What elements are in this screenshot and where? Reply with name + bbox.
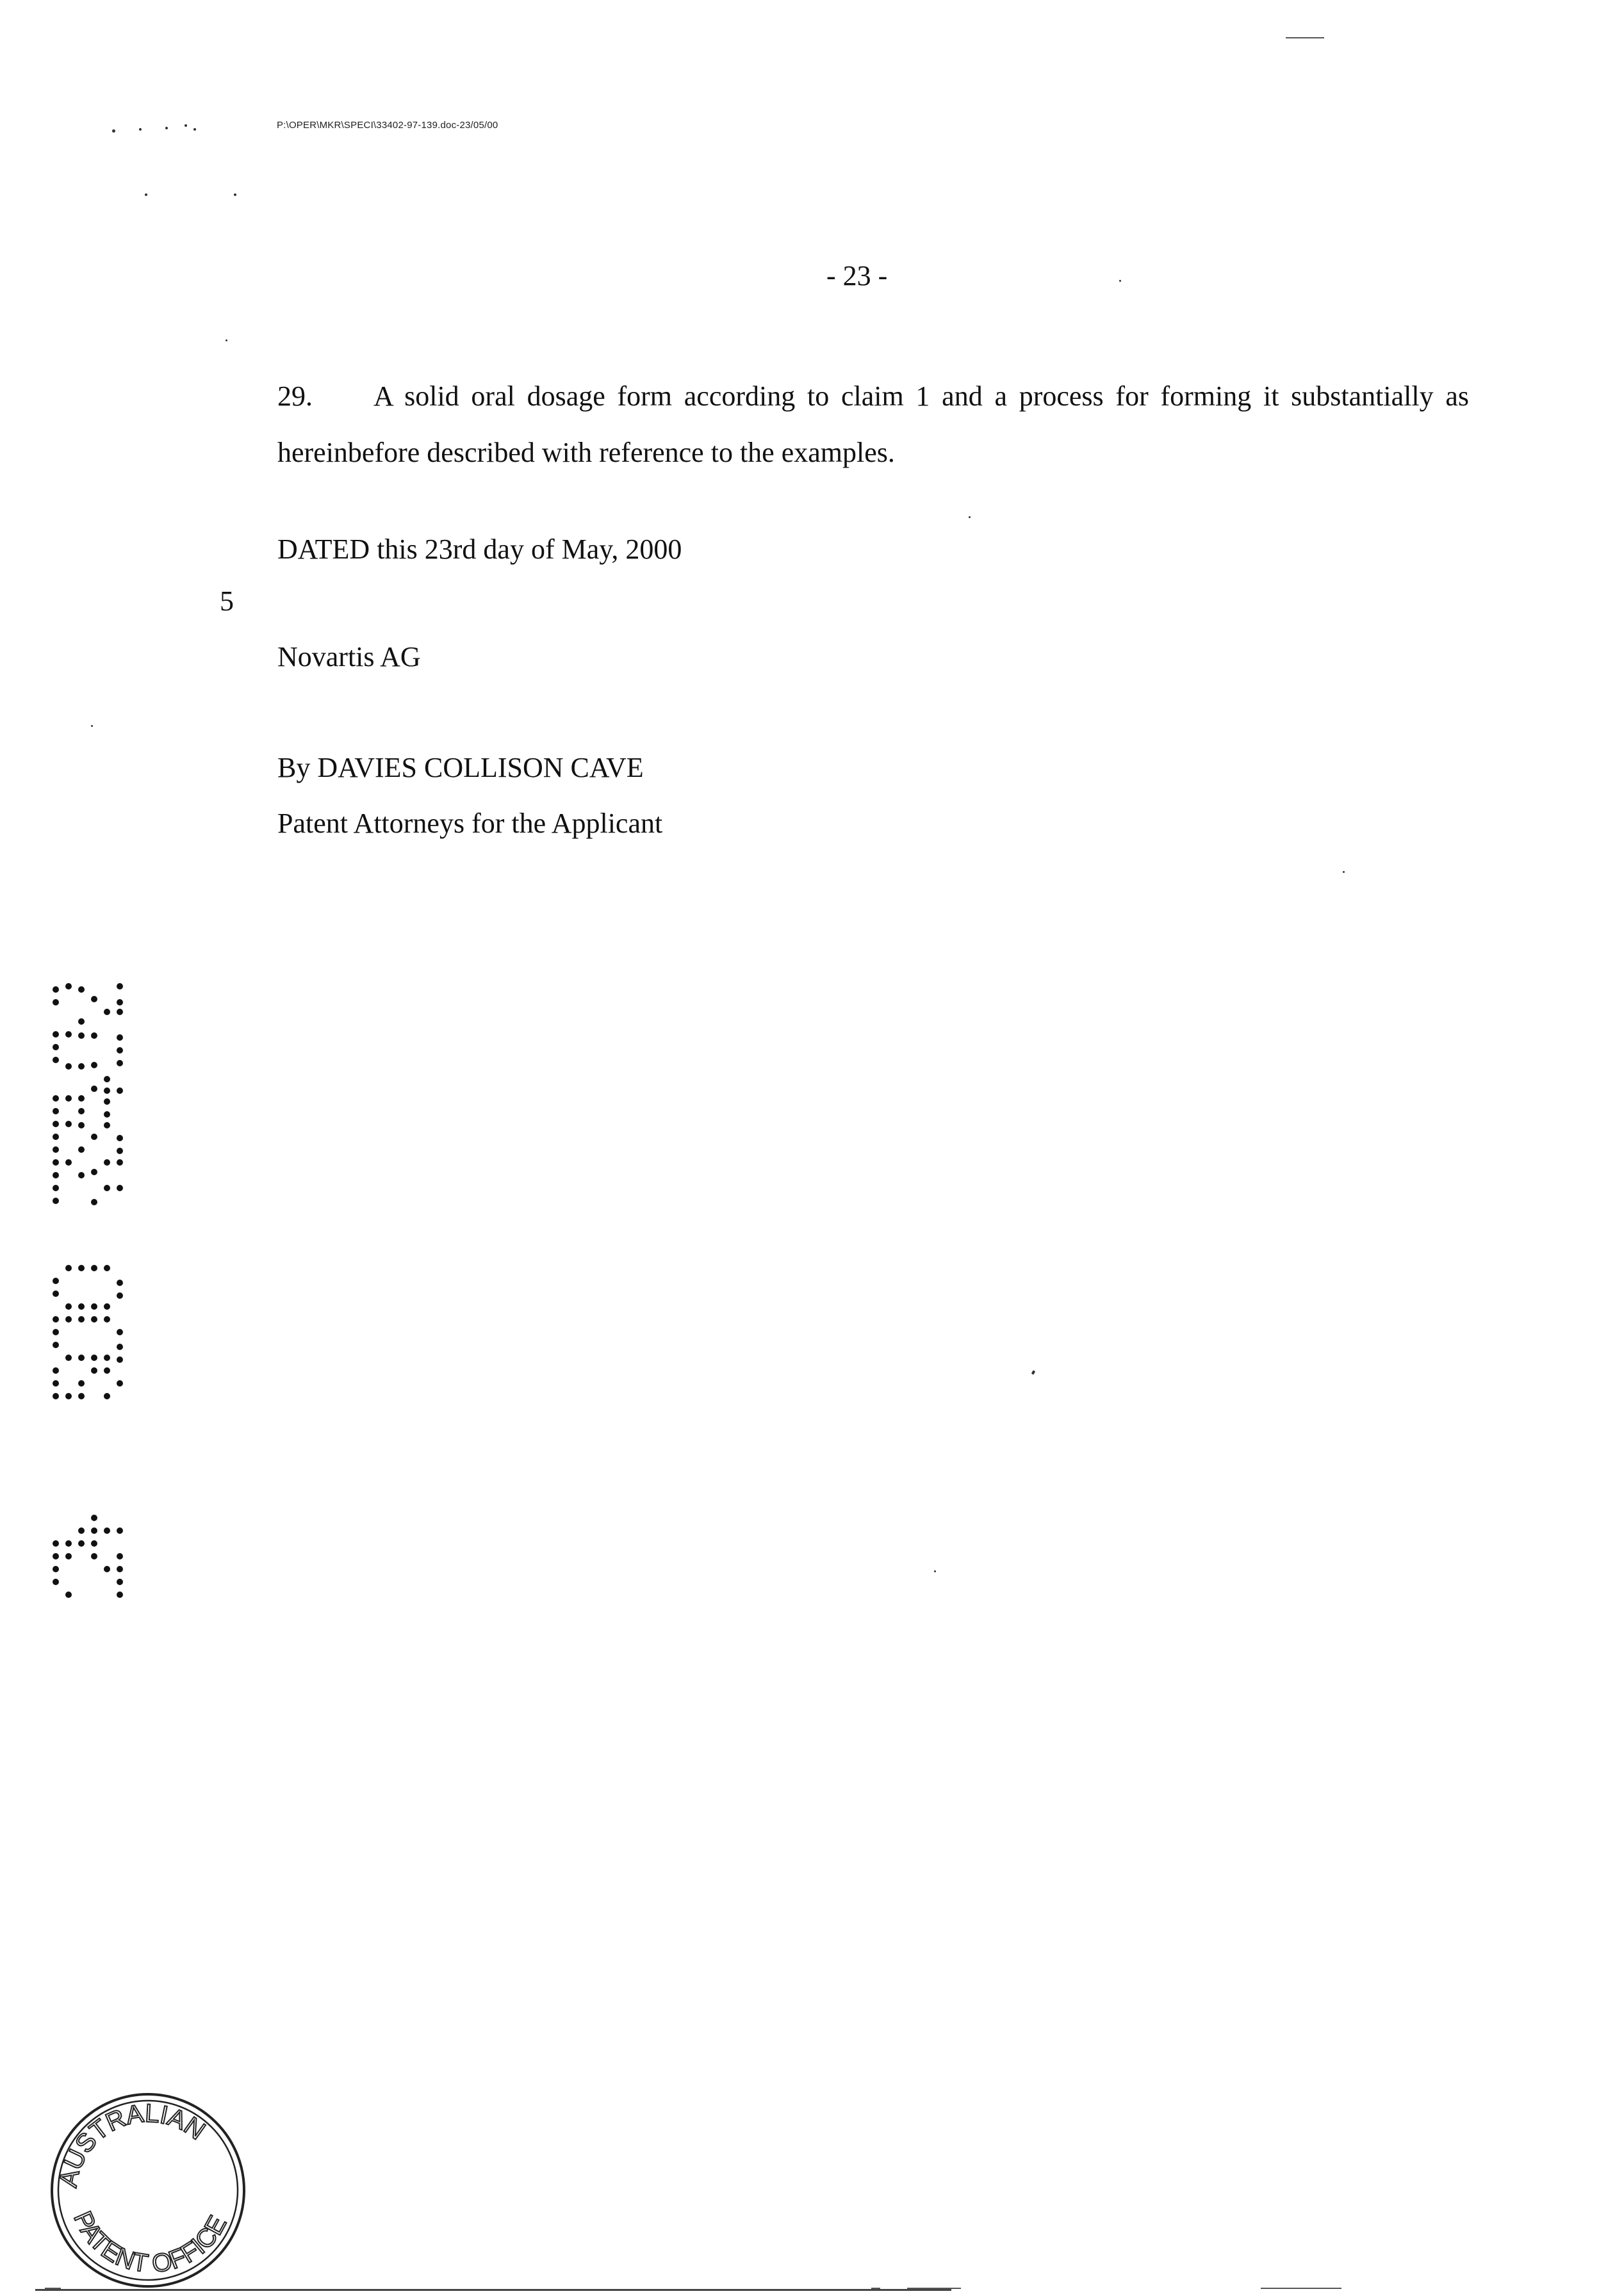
bottom-dash [871,2288,880,2289]
scan-speck [1119,280,1121,282]
claim-number: 29. [277,380,313,412]
scan-speck [969,516,971,518]
page-number: - 23 - [826,260,888,291]
scan-mark-top-right [1286,37,1324,38]
bottom-dash [907,2288,961,2289]
scan-speck [91,725,93,727]
scan-speck [234,193,236,196]
bottom-dash [45,2288,61,2289]
applicant-name: Novartis AG [277,641,421,672]
scan-speck [184,124,187,127]
svg-text:AUSTRALIAN [54,2099,210,2190]
dated-line: DATED this 23rd day of May, 2000 [277,533,682,565]
margin-line-number: 5 [220,585,234,617]
scan-speck [112,129,115,133]
seal-bottom-text: PATENT OFFICE [68,2207,233,2279]
scan-speck [226,339,227,341]
perforated-date-stamp [46,977,129,1630]
bottom-rule [35,2289,951,2291]
attorney-line: By DAVIES COLLISON CAVE [277,752,644,783]
seal-top-text: AUSTRALIAN [54,2099,211,2190]
claim-text: A solid oral dosage form according to claim 1 and a process for forming it substantially as hereinbefore described with reference to the examples. [277,380,1469,468]
scan-speck [165,127,168,129]
scan-speck [139,128,142,131]
scan-speck [1343,871,1345,873]
claim-paragraph [277,368,1469,481]
scan-speck [145,193,147,196]
australian-patent-office-seal [42,2085,254,2296]
scan-speck [193,128,196,131]
attorney-role: Patent Attorneys for the Applicant [277,808,663,839]
scan-speck [934,1570,936,1572]
scan-speck [1031,1370,1035,1374]
document-file-path: P:\OPER\MKR\SPECI\33402-97-139.doc-23/05/00 [277,120,498,131]
bottom-dash [1261,2288,1341,2289]
